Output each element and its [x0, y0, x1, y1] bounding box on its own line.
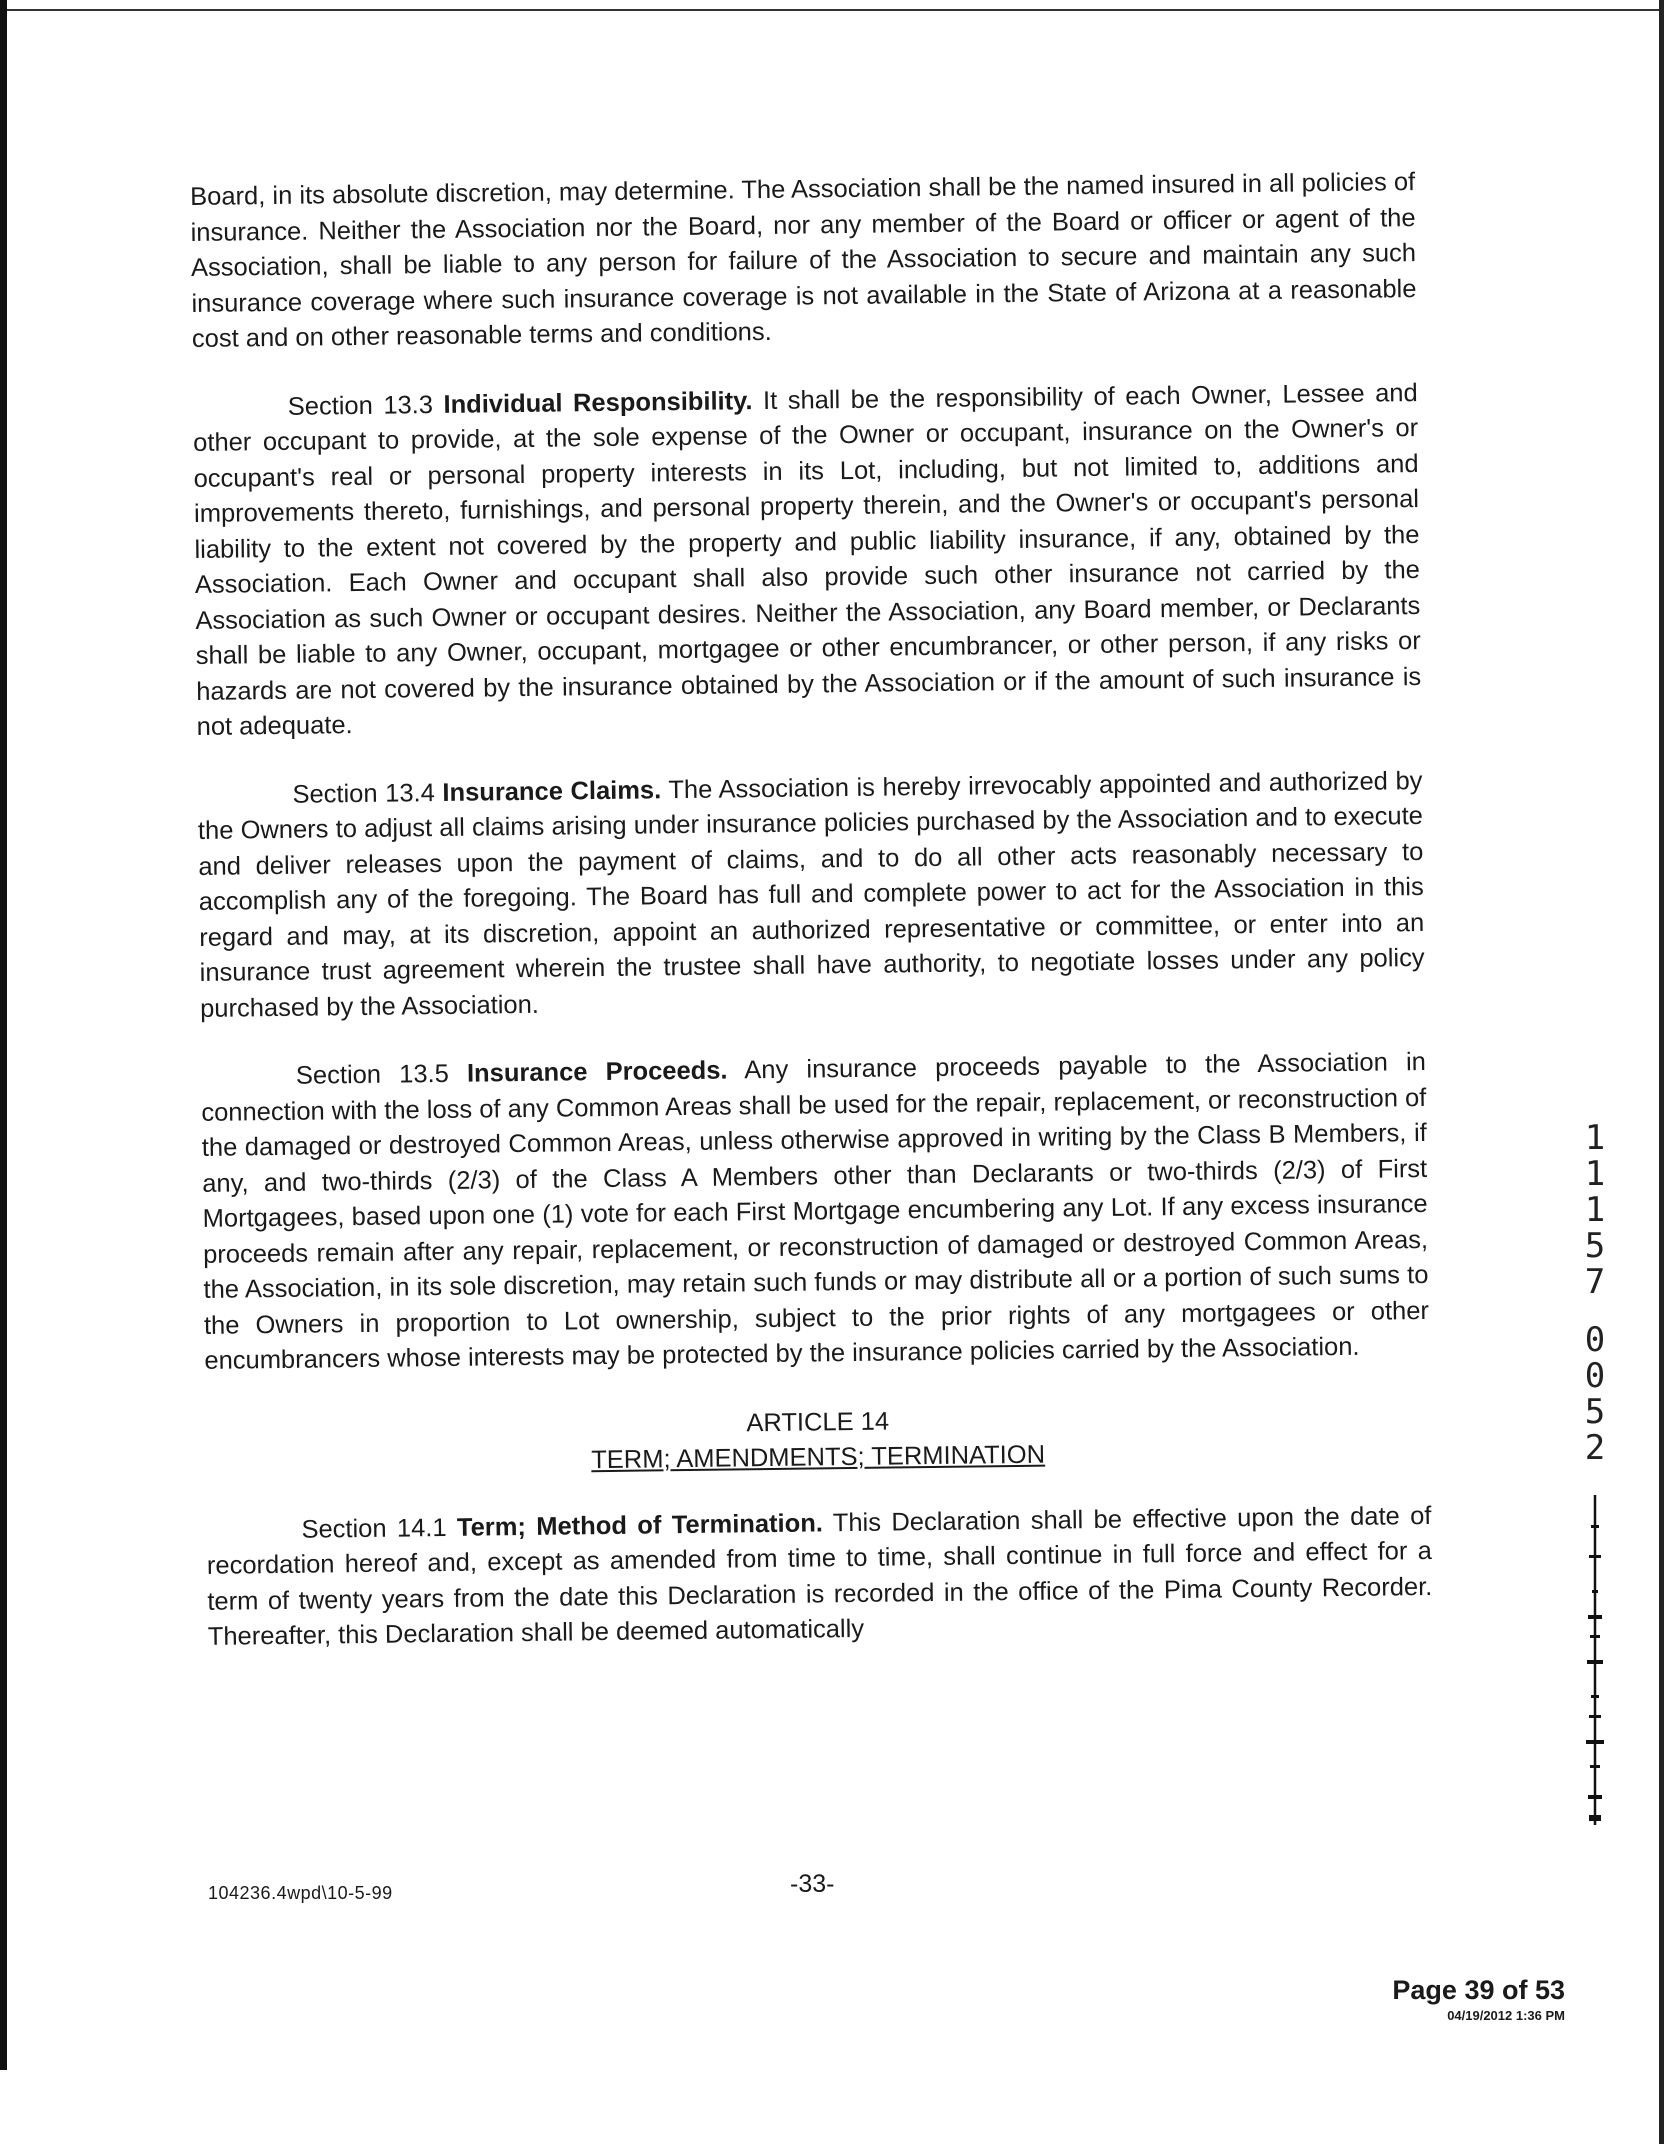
section-13-4	[197, 763, 1425, 1026]
scan-top-edge	[0, 9, 1664, 11]
section-number: Section 13.5	[295, 1059, 449, 1090]
stamp-digit: 5	[1584, 1226, 1606, 1266]
section-number: Section 13.4	[292, 778, 435, 809]
file-reference: 104236.4wpd\10-5-99	[208, 1883, 393, 1903]
article-number: ARTICLE 14	[746, 1407, 890, 1437]
section-text: The Association is hereby irrevocably appointed and authorized by the Owners to adjust all claims arising under insurance policies purchased by the Association and to execute and deliver releases upon the payment of claims, and to do all other acts reasonably necessary to accomplish any of the foregoing. The Board has full and complete power to act for the Association in this regard and may, at its discretion, appoint an authorized representative or committee, or enter into an insurance trust agreement wherein the trustee shall have authority, to negotiate losses under any policy purchased by the Association.	[197, 766, 1425, 1023]
print-timestamp: 04/19/2012 1:36 PM	[1447, 2008, 1565, 2023]
barcode-icon	[1580, 1495, 1610, 1825]
scan-left-edge	[0, 0, 7, 2070]
stamp-digit: 1	[1584, 1154, 1606, 1194]
article-heading: TERM; AMENDMENTS; TERMINATION	[591, 1440, 1046, 1475]
section-text: Any insurance proceeds payable to the Association in connection with the loss of any Common Areas shall be used for the repair, replacement, or reconstruction of the damaged or destroyed Common Areas, unless otherwise approved in writing by the Class B Members, if any, and two-thirds (2/3) of the Class A Members other than Declarants or two-thirds (2/3) of First Mortgagees, based upon one (1) vote for each First Mortgage encumbering any Lot. If any excess insurance proceeds remain after any repair, replacement, or reconstruction of damaged or destroyed Common Areas, the Association, in its sole discretion, may retain such funds or may distribute all or a portion of such sums to the Owners in proportion to Lot ownership, subject to the prior rights of any mortgagees or other encumbrancers whose interests may be protected by the insurance policies carried by the Association.	[201, 1047, 1430, 1375]
section-14-1	[206, 1498, 1433, 1655]
section-title: Term; Method of Termination.	[456, 1508, 824, 1542]
stamp-digit: 7	[1584, 1262, 1606, 1302]
section-text: This Declaration shall be effective upon the date of recordation hereof and, except as amended from time to time, shall continue in full force and effect for a term of twenty years from the date this Declaration is recorded in the office of the Pima County Recorder. Thereafter, this Declaration shall be deemed automatically	[206, 1501, 1433, 1651]
page-count: Page 39 of 53	[1392, 1975, 1565, 2005]
section-title: Insurance Claims.	[442, 775, 662, 807]
page-indicator	[1365, 1975, 1565, 2023]
section-13-5	[201, 1045, 1430, 1379]
document-body	[190, 165, 1433, 1688]
section-number: Section 13.3	[287, 390, 434, 421]
section-text: It shall be the responsibility of each Owner, Lessee and other occupant to provide, at the sole expense of the Owner or occupant, insurance on the Owner's or occupant's real or personal property interests in its Lot, including, but not limited to, additions and improvements thereto, furnishings, and personal property therein, and the Owner's or occupant's personal liability to the extent not covered by the property and public liability insurance, if any, obtained by the Association. Each Owner and occupant shall also provide such other insurance not carried by the Association as such Owner or occupant desires. Neither the Association, any Board member, or Declarants shall be liable to any Owner, occupant, mortgagee or other encumbrancer, or other person, if any risks or hazards are not covered by the insurance obtained by the Association or if the amount of such insurance is not adequate.	[193, 378, 1422, 741]
stamp-digit: 2	[1584, 1428, 1606, 1468]
section-title: Individual Responsibility.	[443, 386, 753, 419]
stamp-digit: 1	[1584, 1118, 1606, 1158]
paragraph-insured: Board, in its absolute discretion, may determine. The Association shall be the named insured in all policies of insurance. Neither the Association nor the Board, nor any member of the Board or officer or agent of the Association, shall be liable to any person for failure of the Association to secure and maintain any such insurance coverage where such insurance coverage is not available in the State of Arizona at a reasonable cost and on other reasonable terms and conditions.	[190, 168, 1417, 353]
scan-right-edge	[1659, 0, 1664, 2144]
section-number: Section 14.1	[301, 1513, 447, 1544]
section-13-3	[193, 376, 1422, 746]
stamp-digit: 0	[1584, 1320, 1606, 1360]
stamp-digit: 5	[1584, 1392, 1606, 1432]
recording-number-stamp	[1570, 1120, 1620, 1466]
section-title: Insurance Proceeds.	[466, 1056, 728, 1088]
stamp-digit: 1	[1584, 1190, 1606, 1230]
stamp-digit: 0	[1584, 1356, 1606, 1396]
article-14-header	[205, 1397, 1431, 1483]
page-number: -33-	[790, 1870, 835, 1898]
